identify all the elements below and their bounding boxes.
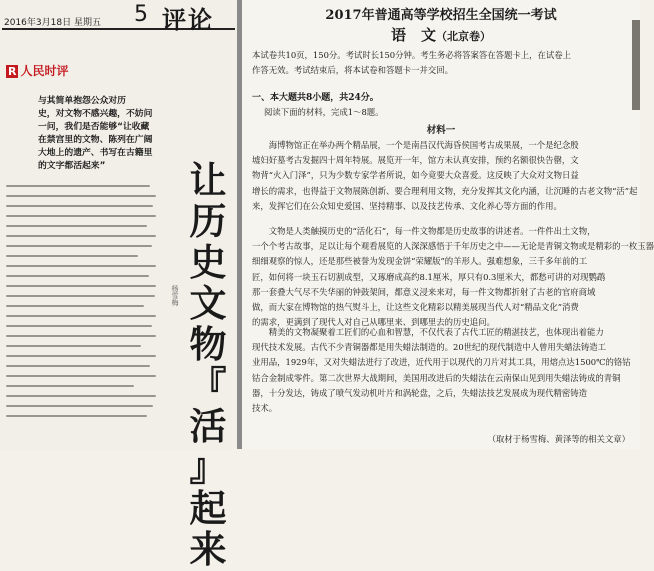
material-paragraph	[252, 224, 654, 330]
paragraph-line: 细细观察的惊人，还是那些被誉为发现金饼“荣耀版”的羊形人。强难想象，三千多年前的工	[252, 256, 588, 267]
article-abstract	[38, 95, 188, 173]
abstract-line: 史，对文物不感兴趣，不妨问	[38, 109, 153, 119]
abstract-line: 在禁宫里的文物、陈列在广阔	[38, 135, 153, 145]
paragraph-line: 器，十分发达，铸成了喷气发动机叶片和涡轮盘，之后，失蜡法技艺发展成为现代精密铸造	[252, 387, 587, 398]
exam-subject	[242, 24, 640, 45]
exam-title: 2017年普通高等学校招生全国统一考试	[325, 8, 557, 23]
paragraph-line: 匠，如何将一块玉石切割成型，又琢磨成高约8.1厘米，厚只有0.3厘米大，都愁可讲的对现鹦鹉	[252, 271, 606, 282]
headline-char: 活	[189, 405, 227, 448]
column-tag	[6, 62, 69, 79]
abstract-line: 一问，我们是否能够“让收藏	[38, 122, 150, 132]
paragraph-line: 那一套叠大气尽不失华丽的钟鼓架间，都意义浸来来对，每一件文物都折射了古老的官府商域	[252, 286, 596, 297]
headline-char: 『	[189, 364, 227, 407]
exam-page	[242, 0, 654, 449]
headline-char: 历	[189, 200, 227, 243]
scan-edge-shadow	[632, 20, 640, 110]
headline-char: 让	[189, 159, 227, 202]
paragraph-line: 精美的文物凝聚着工匠们的心血和智慧，不仅代表了古代工匠的精湛技艺，也体现出着能力	[252, 327, 604, 337]
section-name: 评论	[162, 5, 214, 34]
abstract-line: 与其简单抱怨公众对历	[38, 96, 126, 106]
paragraph-line: 文物是人类触摸历史的“活化石”，每一件文物都是历史故事的讲述者。一件件出土文物，	[252, 226, 596, 236]
abstract-line: 大地上的遗产、书写在古籍里	[38, 148, 153, 158]
newspaper-page	[0, 0, 237, 571]
paragraph-line: 技术。	[252, 403, 278, 414]
headline-char: 物	[189, 323, 227, 366]
paragraph-line: 现代技术发展。古代不少青铜器都是用失蜡法制造的。20世纪的现代制造中人曾用失蜡法铸造工	[252, 342, 607, 353]
paragraph-line: 来，发挥它们在公众知史爱国、坚持精事、以及技艺传承、文化养心等方面的作用。	[252, 200, 562, 211]
page-header	[2, 2, 235, 34]
headline-char: 』	[189, 446, 227, 489]
paragraph-line: 钴合金制成零件。第二次世界大战期间，美国用改进后的失蜡法在云南保山见到用失蜡法铸成的青铜	[252, 372, 621, 383]
headline	[183, 160, 233, 570]
paragraph-line: 物背“火入门泽”，只为少数专家学者所说，如今竟要大众喜爱。这反映了大众对文物日益	[252, 170, 579, 181]
subject-name: 语 文	[390, 26, 436, 44]
paragraph-line: 海博物馆正在举办两个精品展，一个是南昌汉代海昏侯国考古成果展，一个是纪念殷	[252, 140, 579, 150]
paragraph-line: 一个个考古故事，足以让每个观看展览的人深深感悟于千年历史之中——无论是青铜文物或是精彩的一枚玉器	[252, 241, 654, 252]
material-paragraph	[252, 325, 634, 416]
headline-char: 起	[189, 487, 227, 530]
abstract-line: 的文字都活起来”	[38, 161, 106, 171]
page-number: 5	[134, 2, 148, 27]
column-logo-icon: R	[8, 65, 17, 78]
paragraph-line: 做，而大家在博物馆的热气熨斗上，让这些文化精彩以精美展现当代人对“精品文化”消费	[252, 302, 579, 313]
column-name: 人民时评	[20, 64, 69, 78]
paragraph-line: 的需求，更满到了现代人对自己从哪里来、到哪里去的历史追问。	[252, 317, 495, 328]
section-title: 一、本大题共8小题，共24分。	[252, 93, 379, 103]
section-subtitle: 阅读下面的材料，完成1～8题。	[264, 107, 384, 117]
paragraph-line: 业用品，1929年，又对失蜡法进行了改进，近代用于以现代的刀片对其工具，用熔点达1500℃的铬钴	[252, 357, 631, 368]
instruction-line: 本试卷共10页，150分。考试时长150分钟。考生务必将答案答在答题卡上，在试卷上	[252, 50, 571, 60]
issue-date: 2016年3月18日 星期五	[4, 18, 101, 28]
headline-char: 史	[189, 241, 227, 284]
exam-instructions	[252, 48, 634, 78]
paragraph-line: 增长的需求，也得益于文物展陈创新、要合理利用文物，充分发挥其文化内涵，让沉睡的古老文物“活”起	[252, 185, 638, 196]
article-body-text	[6, 185, 156, 425]
author-byline: 杨雪梅	[171, 285, 179, 306]
instruction-line: 作答无效。考试结束后，将本试卷和答题卡一并交回。	[252, 65, 453, 75]
source-citation: （取材于杨雪梅、黄泽等的相关文章）	[487, 434, 630, 444]
material-paragraph	[252, 138, 638, 214]
material-label: 材料一	[426, 125, 456, 136]
headline-char: 来	[189, 528, 227, 571]
paragraph-line: 墟妇好墓考古发掘四十周年特展。展览开一年，馆方未认真安排，预约名额很快告罄，文	[252, 155, 579, 166]
headline-char: 文	[189, 282, 227, 325]
subject-note: （北京卷）	[436, 30, 491, 43]
